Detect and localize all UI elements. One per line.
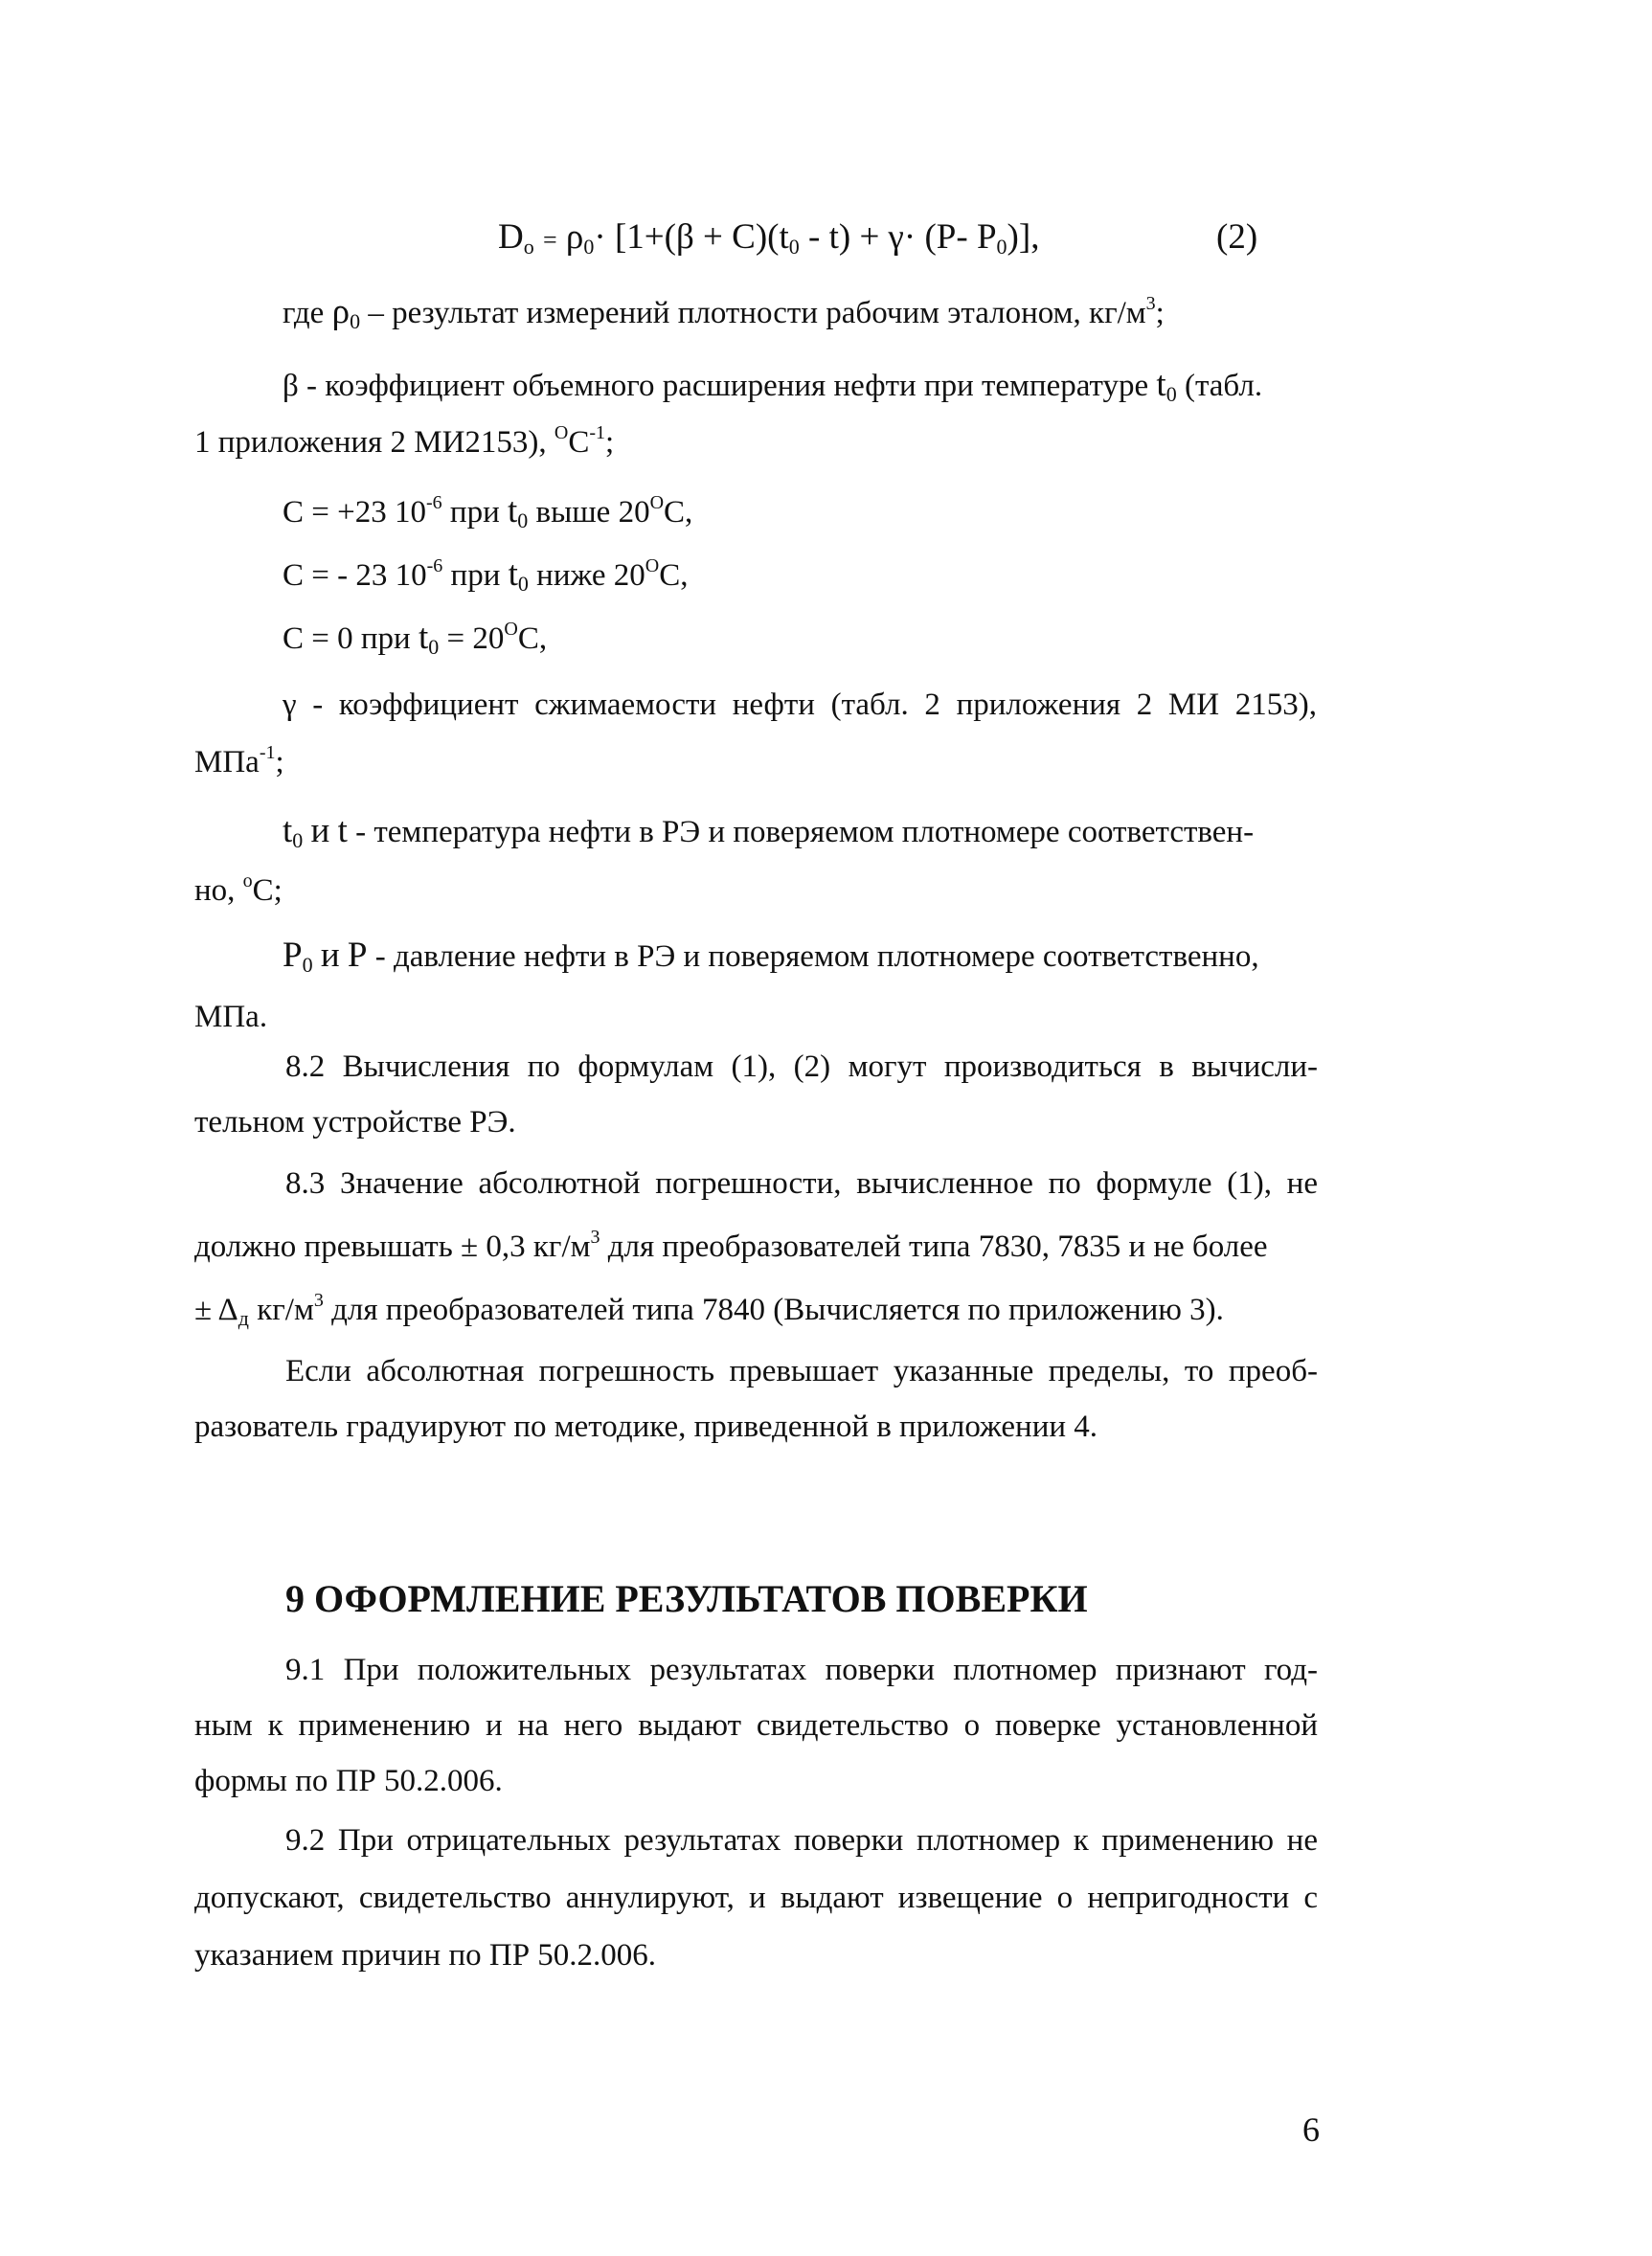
c-value-above: С = +23 $10^{-6}$ при $t_0$ выше $20^OC$,	[283, 491, 693, 532]
equation-number: (2)	[1216, 217, 1258, 257]
p83-line-3: ± $\Delta_д$ $кг/м^3$ для преобразователей типа 7840 (Вычисляется по приложению 3).	[194, 1290, 1224, 1330]
p82-line-2: тельном устройстве РЭ.	[194, 1105, 516, 1139]
p92-line-2: допускают, свидетельство аннулируют, и выдают извещение о непригодности с	[194, 1881, 1318, 1915]
p91-line-2: ным к применению и на него выдают свидетельство о поверке установленной	[194, 1708, 1318, 1743]
p91-line-1: 9.1 При положительных результатах поверки плотномер признают год-	[285, 1653, 1318, 1687]
where-rho-line: где $\rho_0$ – результат измерений плотности рабочим эталоном, $кг/м^3$;	[283, 292, 1165, 333]
p83-line-2: должно превышать ± 0,3 $кг/м^3$ для преобразователей типа 7830, 7835 и не более	[194, 1227, 1268, 1264]
temps-line-1: $t_0$ и t - температура нефти в РЭ и поверяемом плотномере соответствен-	[283, 811, 1255, 852]
p83-line-1: 8.3 Значение абсолютной погрешности, вычисленное по формуле (1), не	[285, 1166, 1318, 1201]
page-number: 6	[1302, 2110, 1320, 2149]
temps-line-2: но, $^o$С;	[194, 870, 283, 908]
p82-line-1: 8.2 Вычисления по формулам (1), (2) могут производиться в вычисли-	[285, 1049, 1318, 1084]
c-value-below: С = - 23 $10^{-6}$ при $t_0$ ниже $20^OC$,	[283, 554, 689, 596]
p92-line-1: 9.2 При отрицательных результатах поверки плотномер к применению не	[285, 1823, 1318, 1858]
beta-line-1: β - коэффициент объемного расширения нефти при температуре $t_0$ (табл.	[283, 365, 1263, 406]
gamma-line-1: γ - коэффициент сжимаемости нефти (табл. 2 приложения 2 МИ 2153),	[283, 688, 1317, 722]
pressures-line-1: $P_0$ и P - давление нефти в РЭ и поверяемом плотномере соответственно,	[283, 936, 1259, 977]
formula-2: $D_o = \rho_0\cdot [1+(\beta + C)(t_0 - t) + \gamma\cdot (P-$ $P_0$)],	[498, 217, 1040, 259]
gamma-line-2: МПа$^{-1}$;	[194, 742, 284, 779]
pressures-line-2: МПа.	[194, 1000, 268, 1034]
p-if-line-1: Если абсолютная погрешность превышает указанные пределы, то преоб-	[285, 1354, 1318, 1388]
section-9-heading: 9 ОФОРМЛЕНИЕ РЕЗУЛЬТАТОВ ПОВЕРКИ	[285, 1577, 1088, 1620]
formula-d: D	[498, 217, 524, 257]
p92-line-3: указанием причин по ПР 50.2.006.	[194, 1938, 657, 1973]
beta-line-2: 1 приложения 2 МИ2153), $^OC^{-1}$;	[194, 422, 615, 460]
p91-line-3: формы по ПР 50.2.006.	[194, 1764, 503, 1798]
p-if-line-2: разователь градуируют по методике, приведенной в приложении 4.	[194, 1410, 1098, 1444]
c-value-equal: С = 0 при $t_0 = 20^OC$,	[283, 618, 548, 659]
